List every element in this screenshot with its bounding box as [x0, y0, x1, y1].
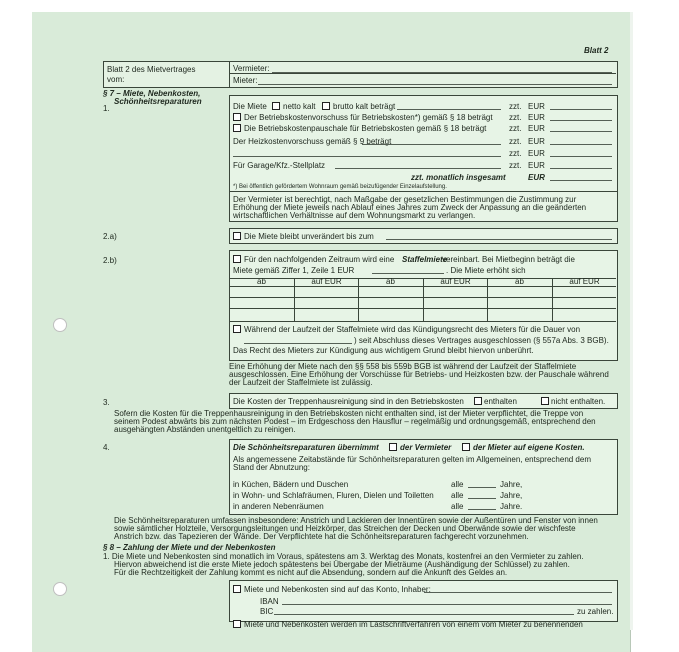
rent-amount-field[interactable] — [550, 109, 612, 110]
staffel-checkbox[interactable] — [233, 255, 241, 263]
sr-vermieter-checkbox[interactable] — [389, 443, 397, 451]
header-date-label: vom: — [107, 75, 125, 84]
sheet-edge — [630, 12, 633, 630]
total-label: zzt. monatlich insgesamt — [411, 173, 506, 182]
bic-field[interactable] — [274, 614, 574, 615]
table-header-cell: auf EUR — [440, 277, 471, 286]
landlord-label: Vermieter: — [233, 64, 270, 73]
sr-mieter-checkbox[interactable] — [462, 443, 470, 451]
footnote: *) Bei öffentlich gefördertem Wohnraum gemäß beizufügender Einzelaufstellung. — [233, 184, 447, 190]
netto-checkbox[interactable] — [272, 102, 280, 110]
tenant-label: Mieter: — [233, 76, 258, 85]
unchanged-checkbox[interactable] — [233, 232, 241, 240]
lastschrift-checkbox[interactable] — [233, 620, 241, 628]
punch-hole — [53, 318, 67, 332]
table-header-cell: auf EUR — [311, 277, 342, 286]
table-row-line — [229, 321, 616, 322]
kuendigung-checkbox[interactable] — [233, 325, 241, 333]
landlord-field[interactable] — [272, 72, 612, 73]
konto-checkbox[interactable] — [233, 585, 241, 593]
table-header-cell: ab — [257, 277, 266, 286]
nicht-enthalten-checkbox[interactable] — [541, 397, 549, 405]
table-header-cell: ab — [515, 277, 524, 286]
header-contract-ref: Blatt 2 des Mietvertrages — [107, 65, 196, 74]
punch-hole — [53, 582, 67, 596]
bk-pauschale-checkbox[interactable] — [233, 124, 241, 132]
bk-vorschuss-checkbox[interactable] — [233, 113, 241, 121]
sheet-number: Blatt 2 — [584, 46, 609, 55]
section-7-title: § 7 – Miete, Nebenkosten, — [103, 89, 201, 98]
section-8-title: § 8 – Zahlung der Miete und der Nebenkosten — [103, 543, 276, 552]
table-header-cell: ab — [386, 277, 395, 286]
enthalten-checkbox[interactable] — [474, 397, 482, 405]
total-field[interactable] — [550, 180, 612, 181]
tenant-field[interactable] — [258, 84, 612, 85]
section-7-subtitle: Schönheitsreparaturen — [114, 97, 202, 106]
iban-field[interactable] — [282, 604, 612, 605]
table-header-cell: auf EUR — [569, 277, 600, 286]
brutto-checkbox[interactable] — [322, 102, 330, 110]
